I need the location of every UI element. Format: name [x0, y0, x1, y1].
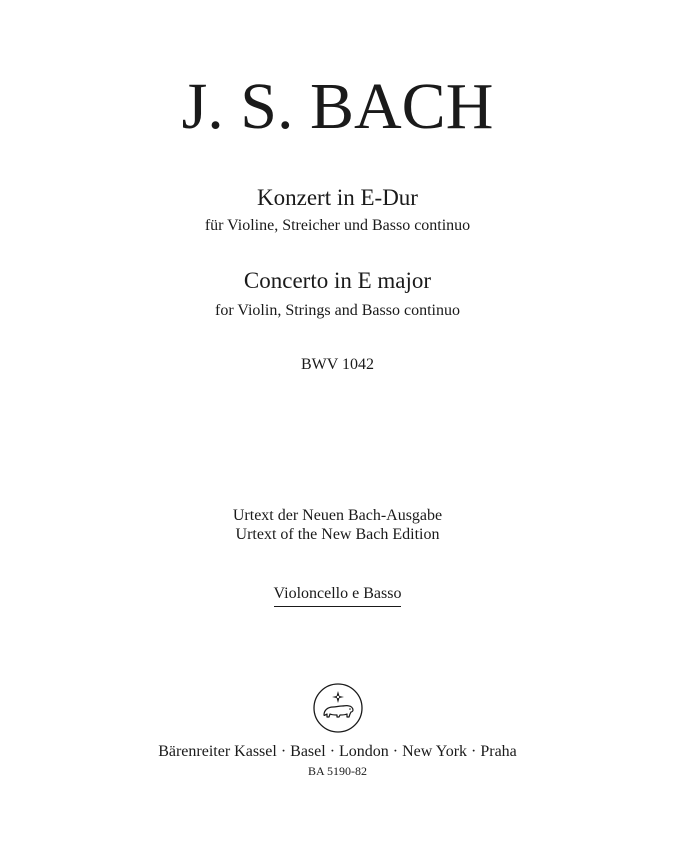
part-label: Violoncello e Basso [274, 584, 402, 607]
part-designation [0, 584, 675, 607]
composer-name: J. S. BACH [181, 70, 494, 143]
publisher-catalog-number: BA 5190-82 [307, 764, 367, 778]
work-subtitle-english: for Violin, Strings and Basso continuo [215, 302, 460, 319]
bwv-catalog-number: BWV 1042 [300, 356, 375, 373]
work-title-german: Konzert in E-Dur [257, 185, 418, 210]
urtext-note-german: Urtext der Neuen Bach-Ausgabe [232, 507, 443, 524]
work-subtitle-german: für Violine, Streicher und Basso continuo [204, 217, 471, 234]
work-title-english: Concerto in E major [243, 268, 432, 293]
urtext-note-english: Urtext of the New Bach Edition [235, 526, 440, 543]
publisher-line: Bärenreiter Kassel · Basel · London · New York · Praha [158, 743, 517, 760]
baerenreiter-bear-star-logo-icon [312, 682, 364, 734]
